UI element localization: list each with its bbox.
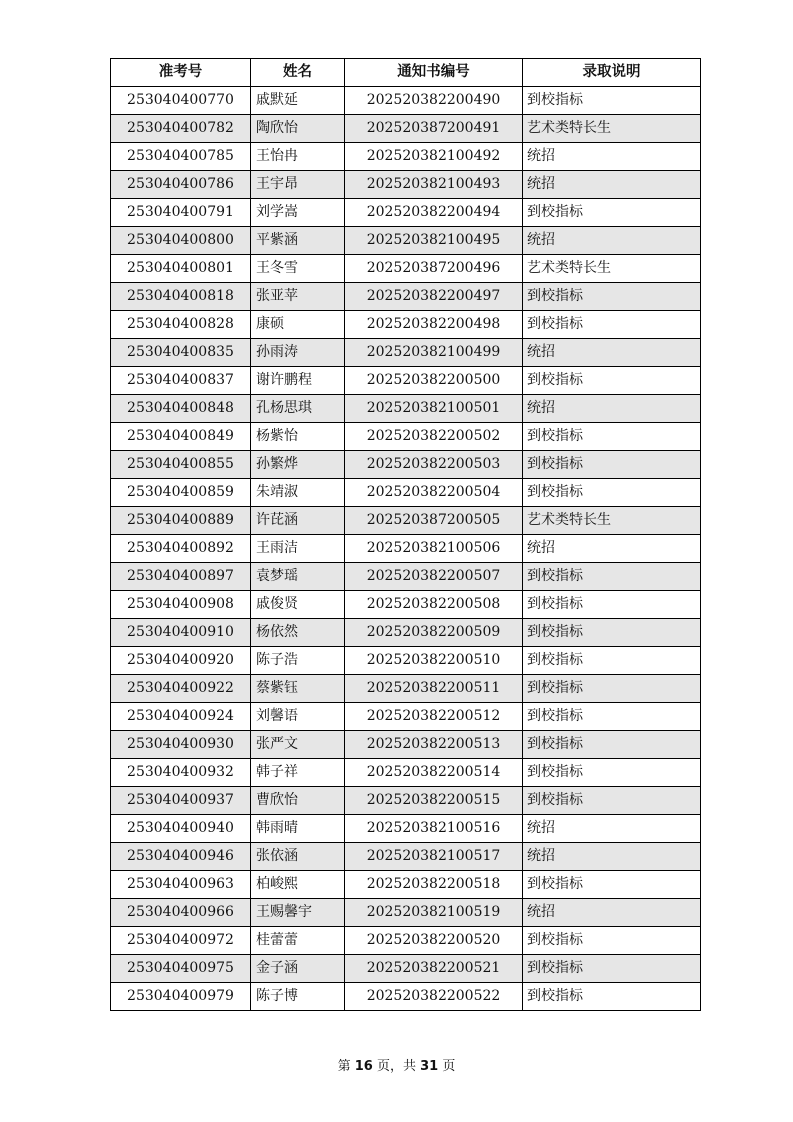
cell-notice-number: 202520387200496 [345, 255, 523, 283]
cell-exam-number: 253040400963 [111, 871, 251, 899]
table-row [111, 955, 701, 983]
table-row [111, 87, 701, 115]
cell-exam-number: 253040400940 [111, 815, 251, 843]
cell-admission-note: 到校指标 [523, 619, 701, 647]
admission-table [110, 58, 701, 1011]
cell-name: 柏峻熙 [251, 871, 345, 899]
table-header-row [111, 59, 701, 87]
cell-admission-note: 艺术类特长生 [523, 255, 701, 283]
table-row [111, 563, 701, 591]
table-row [111, 367, 701, 395]
cell-admission-note: 统招 [523, 339, 701, 367]
cell-notice-number: 202520387200505 [345, 507, 523, 535]
cell-notice-number: 202520382100517 [345, 843, 523, 871]
cell-exam-number: 253040400897 [111, 563, 251, 591]
cell-notice-number: 202520382200497 [345, 283, 523, 311]
cell-notice-number: 202520387200491 [345, 115, 523, 143]
cell-name: 韩子祥 [251, 759, 345, 787]
table-row [111, 983, 701, 1011]
cell-name: 刘馨语 [251, 703, 345, 731]
cell-exam-number: 253040400818 [111, 283, 251, 311]
cell-name: 戚默延 [251, 87, 345, 115]
cell-notice-number: 202520382200507 [345, 563, 523, 591]
cell-exam-number: 253040400770 [111, 87, 251, 115]
cell-admission-note: 统招 [523, 395, 701, 423]
cell-notice-number: 202520382200502 [345, 423, 523, 451]
table-row [111, 255, 701, 283]
table-row [111, 143, 701, 171]
cell-name: 王冬雪 [251, 255, 345, 283]
cell-admission-note: 到校指标 [523, 199, 701, 227]
cell-admission-note: 到校指标 [523, 927, 701, 955]
cell-admission-note: 到校指标 [523, 283, 701, 311]
cell-exam-number: 253040400910 [111, 619, 251, 647]
cell-exam-number: 253040400889 [111, 507, 251, 535]
table-row [111, 199, 701, 227]
cell-notice-number: 202520382100495 [345, 227, 523, 255]
cell-exam-number: 253040400979 [111, 983, 251, 1011]
cell-name: 刘学嵩 [251, 199, 345, 227]
cell-admission-note: 到校指标 [523, 759, 701, 787]
cell-notice-number: 202520382200504 [345, 479, 523, 507]
table-row [111, 927, 701, 955]
cell-exam-number: 253040400859 [111, 479, 251, 507]
cell-notice-number: 202520382100506 [345, 535, 523, 563]
cell-exam-number: 253040400801 [111, 255, 251, 283]
cell-admission-note: 到校指标 [523, 647, 701, 675]
cell-name: 王雨洁 [251, 535, 345, 563]
cell-notice-number: 202520382200490 [345, 87, 523, 115]
cell-exam-number: 253040400932 [111, 759, 251, 787]
cell-admission-note: 到校指标 [523, 479, 701, 507]
cell-exam-number: 253040400782 [111, 115, 251, 143]
cell-notice-number: 202520382200494 [345, 199, 523, 227]
table-row [111, 899, 701, 927]
cell-notice-number: 202520382200498 [345, 311, 523, 339]
cell-admission-note: 统招 [523, 171, 701, 199]
cell-name: 王赐馨宇 [251, 899, 345, 927]
cell-name: 王怡冉 [251, 143, 345, 171]
cell-notice-number: 202520382200503 [345, 451, 523, 479]
cell-exam-number: 253040400946 [111, 843, 251, 871]
cell-admission-note: 到校指标 [523, 423, 701, 451]
cell-exam-number: 253040400892 [111, 535, 251, 563]
table-row [111, 339, 701, 367]
table-row [111, 843, 701, 871]
cell-admission-note: 艺术类特长生 [523, 507, 701, 535]
cell-exam-number: 253040400800 [111, 227, 251, 255]
cell-name: 孙繁烨 [251, 451, 345, 479]
cell-admission-note: 到校指标 [523, 731, 701, 759]
cell-admission-note: 到校指标 [523, 871, 701, 899]
cell-admission-note: 统招 [523, 843, 701, 871]
cell-name: 平紫涵 [251, 227, 345, 255]
table-row [111, 507, 701, 535]
cell-admission-note: 统招 [523, 143, 701, 171]
cell-exam-number: 253040400930 [111, 731, 251, 759]
cell-notice-number: 202520382200512 [345, 703, 523, 731]
cell-notice-number: 202520382200500 [345, 367, 523, 395]
cell-name: 孔杨思琪 [251, 395, 345, 423]
cell-notice-number: 202520382200521 [345, 955, 523, 983]
cell-notice-number: 202520382200522 [345, 983, 523, 1011]
cell-name: 张亚苹 [251, 283, 345, 311]
cell-exam-number: 253040400937 [111, 787, 251, 815]
table-row [111, 423, 701, 451]
cell-name: 王宇昂 [251, 171, 345, 199]
cell-admission-note: 到校指标 [523, 675, 701, 703]
cell-admission-note: 到校指标 [523, 955, 701, 983]
table-row [111, 227, 701, 255]
cell-exam-number: 253040400908 [111, 591, 251, 619]
cell-admission-note: 艺术类特长生 [523, 115, 701, 143]
cell-admission-note: 到校指标 [523, 563, 701, 591]
cell-name: 陈子博 [251, 983, 345, 1011]
table-body [111, 87, 701, 1011]
table-row [111, 703, 701, 731]
cell-name: 金子涵 [251, 955, 345, 983]
cell-notice-number: 202520382100493 [345, 171, 523, 199]
table-row [111, 871, 701, 899]
footer-suffix: 页 [442, 1059, 456, 1074]
table-row [111, 283, 701, 311]
cell-name: 张严文 [251, 731, 345, 759]
cell-name: 曹欣怡 [251, 787, 345, 815]
cell-admission-note: 到校指标 [523, 703, 701, 731]
cell-exam-number: 253040400791 [111, 199, 251, 227]
cell-notice-number: 202520382200520 [345, 927, 523, 955]
cell-exam-number: 253040400828 [111, 311, 251, 339]
cell-exam-number: 253040400975 [111, 955, 251, 983]
page-footer [0, 1055, 793, 1074]
cell-exam-number: 253040400786 [111, 171, 251, 199]
cell-admission-note: 统招 [523, 227, 701, 255]
cell-name: 杨依然 [251, 619, 345, 647]
cell-notice-number: 202520382100501 [345, 395, 523, 423]
cell-name: 许芘涵 [251, 507, 345, 535]
cell-exam-number: 253040400920 [111, 647, 251, 675]
cell-notice-number: 202520382200510 [345, 647, 523, 675]
footer-middle: 页，共 [376, 1059, 416, 1074]
table-row [111, 535, 701, 563]
footer-current-page: 16 [354, 1059, 373, 1074]
cell-name: 桂蕾蕾 [251, 927, 345, 955]
cell-admission-note: 到校指标 [523, 367, 701, 395]
table-row [111, 787, 701, 815]
header-exam-number: 准考号 [111, 59, 251, 87]
cell-exam-number: 253040400855 [111, 451, 251, 479]
table-row [111, 647, 701, 675]
cell-notice-number: 202520382200508 [345, 591, 523, 619]
cell-name: 陶欣怡 [251, 115, 345, 143]
table-row [111, 311, 701, 339]
table-row [111, 619, 701, 647]
cell-notice-number: 202520382200513 [345, 731, 523, 759]
cell-admission-note: 到校指标 [523, 451, 701, 479]
cell-notice-number: 202520382100499 [345, 339, 523, 367]
cell-admission-note: 到校指标 [523, 591, 701, 619]
table-row [111, 759, 701, 787]
cell-admission-note: 到校指标 [523, 87, 701, 115]
table-row [111, 731, 701, 759]
cell-notice-number: 202520382200515 [345, 787, 523, 815]
cell-notice-number: 202520382100519 [345, 899, 523, 927]
cell-name: 康硕 [251, 311, 345, 339]
cell-exam-number: 253040400837 [111, 367, 251, 395]
header-name: 姓名 [251, 59, 345, 87]
header-notice-number: 通知书编号 [345, 59, 523, 87]
cell-notice-number: 202520382200509 [345, 619, 523, 647]
table-row [111, 171, 701, 199]
cell-name: 戚俊贤 [251, 591, 345, 619]
cell-notice-number: 202520382200511 [345, 675, 523, 703]
table-row [111, 479, 701, 507]
cell-admission-note: 统招 [523, 815, 701, 843]
cell-exam-number: 253040400835 [111, 339, 251, 367]
cell-notice-number: 202520382100492 [345, 143, 523, 171]
table-row [111, 115, 701, 143]
cell-exam-number: 253040400924 [111, 703, 251, 731]
cell-admission-note: 统招 [523, 535, 701, 563]
cell-name: 杨紫怡 [251, 423, 345, 451]
cell-name: 孙雨涛 [251, 339, 345, 367]
footer-prefix: 第 [337, 1059, 351, 1074]
cell-name: 陈子浩 [251, 647, 345, 675]
cell-name: 袁梦瑶 [251, 563, 345, 591]
cell-exam-number: 253040400966 [111, 899, 251, 927]
cell-admission-note: 到校指标 [523, 983, 701, 1011]
cell-exam-number: 253040400972 [111, 927, 251, 955]
cell-exam-number: 253040400848 [111, 395, 251, 423]
cell-exam-number: 253040400922 [111, 675, 251, 703]
cell-admission-note: 到校指标 [523, 311, 701, 339]
table-row [111, 675, 701, 703]
cell-name: 蔡紫钰 [251, 675, 345, 703]
cell-notice-number: 202520382100516 [345, 815, 523, 843]
header-admission-note: 录取说明 [523, 59, 701, 87]
cell-exam-number: 253040400849 [111, 423, 251, 451]
cell-exam-number: 253040400785 [111, 143, 251, 171]
cell-notice-number: 202520382200518 [345, 871, 523, 899]
cell-admission-note: 到校指标 [523, 787, 701, 815]
cell-admission-note: 统招 [523, 899, 701, 927]
cell-name: 谢许鹏程 [251, 367, 345, 395]
footer-total-pages: 31 [420, 1059, 439, 1074]
table-row [111, 451, 701, 479]
cell-notice-number: 202520382200514 [345, 759, 523, 787]
cell-name: 韩雨晴 [251, 815, 345, 843]
table-row [111, 815, 701, 843]
table-row [111, 395, 701, 423]
table-row [111, 591, 701, 619]
cell-name: 张依涵 [251, 843, 345, 871]
cell-name: 朱靖淑 [251, 479, 345, 507]
